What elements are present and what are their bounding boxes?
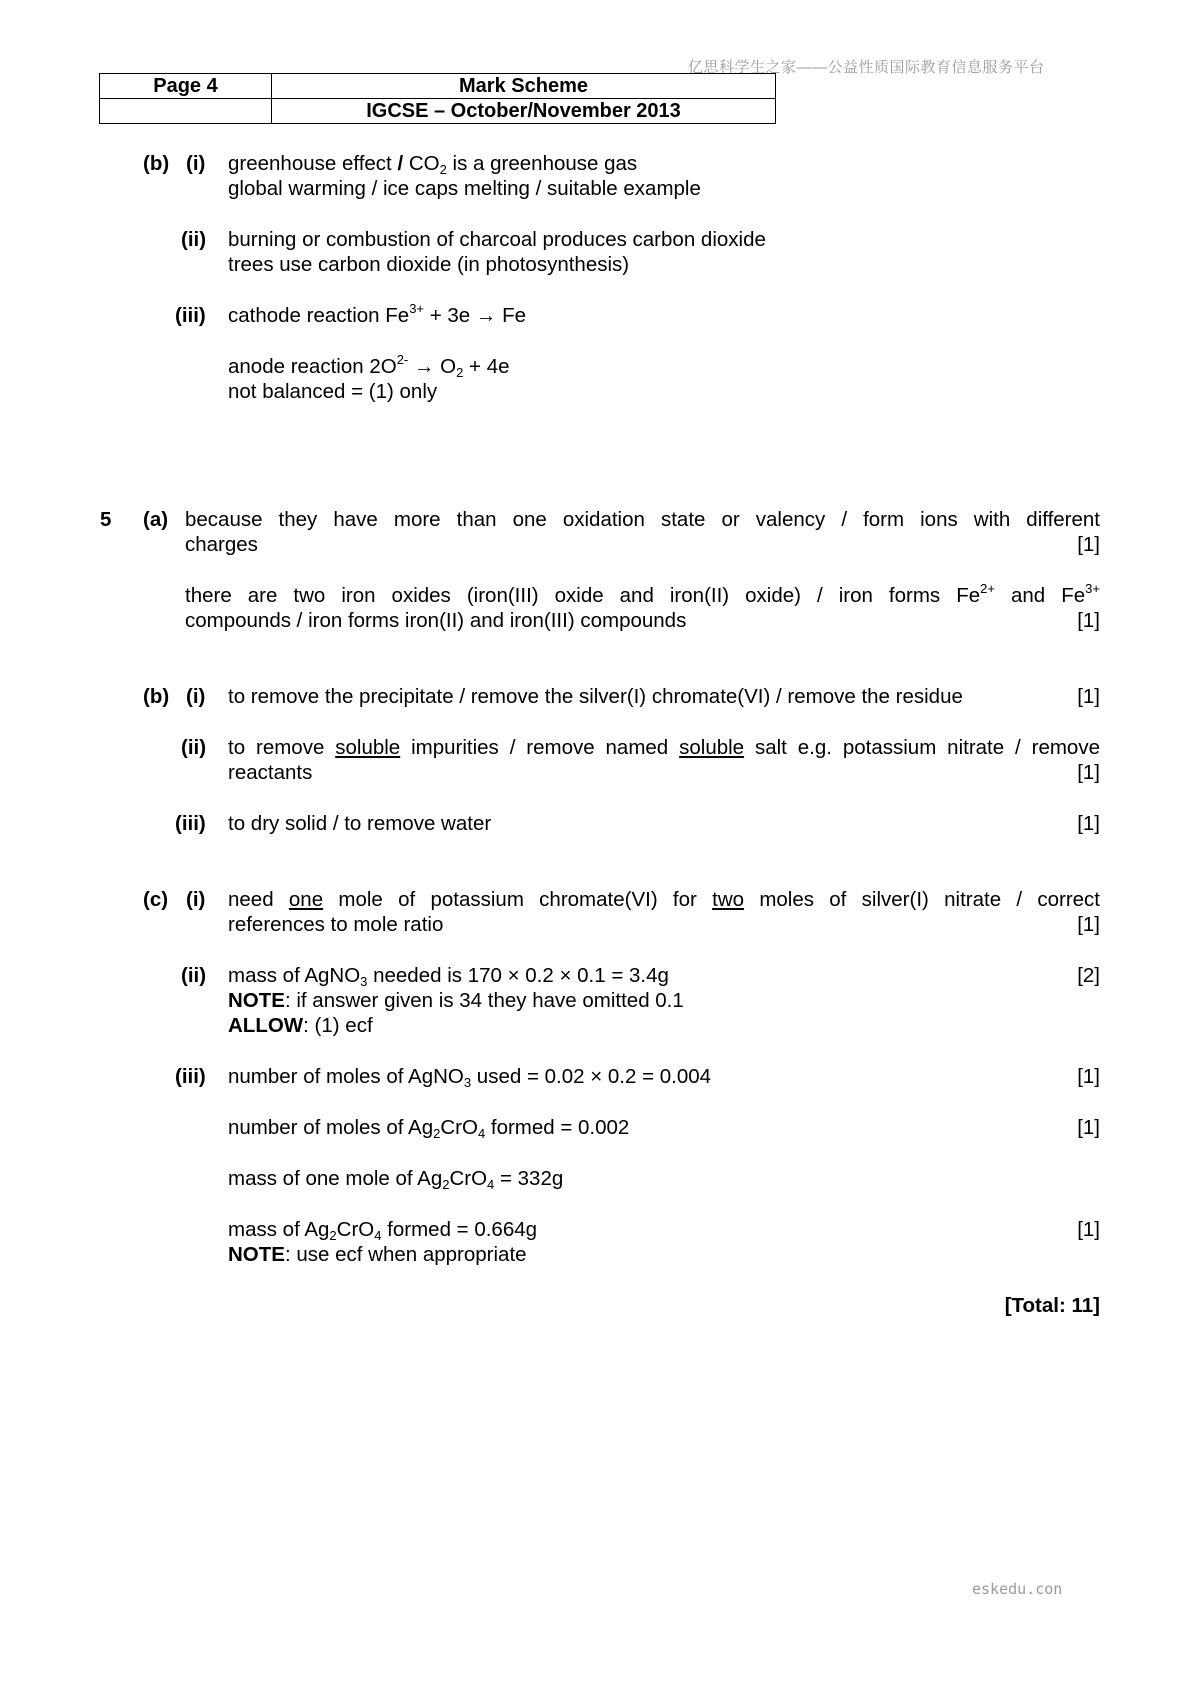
total-marks: [Total: 11] bbox=[1004, 1294, 1100, 1317]
q5b-ii-line2: reactants [1] bbox=[228, 761, 1100, 784]
q5c-i-line2: references to mole ratio [1] bbox=[228, 913, 1100, 936]
page-number: Page 4 bbox=[100, 74, 272, 99]
q5b-label: (b) bbox=[143, 685, 170, 708]
q5b-iii-line: to dry solid / to remove water [1] bbox=[228, 812, 1100, 835]
q5a-p2-mark: [1] bbox=[1077, 609, 1100, 632]
q5c-iii-line1: number of moles of AgNO$_3$ used = 0.02 × 0.2 = 0.004 [1] bbox=[228, 1065, 1100, 1090]
q5b-ii-line1: to remove soluble impurities / remove named soluble salt e.g. potassium nitrate / remove bbox=[228, 736, 1100, 759]
q5b-i-label: (i) bbox=[186, 685, 206, 708]
q4b-iii-note: not balanced = (1) only bbox=[228, 380, 438, 403]
q5c-iii-mark2: [1] bbox=[1077, 1116, 1100, 1139]
q5a-p1-mark: [1] bbox=[1077, 533, 1100, 556]
header-title: Mark Scheme bbox=[272, 74, 776, 99]
q4b-ii-label: (ii) bbox=[181, 228, 207, 251]
q4b-ii-line2: trees use carbon dioxide (in photosynthesis) bbox=[228, 253, 630, 276]
q5c-i-line1: need one mole of potassium chromate(VI) for two moles of silver(I) nitrate / correct bbox=[228, 888, 1100, 911]
q5c-ii-allow: ALLOW: (1) ecf bbox=[228, 1014, 373, 1037]
q5a-label: (a) bbox=[143, 508, 169, 531]
q5c-iii-mark4: [1] bbox=[1077, 1218, 1100, 1241]
q5b-i-mark: [1] bbox=[1077, 685, 1100, 708]
q5b-ii-label: (ii) bbox=[181, 736, 207, 759]
q5a-p2-line2: compounds / iron forms iron(II) and iron(III) compounds [1] bbox=[185, 609, 1100, 632]
header-syllabus: IGCSE – October/November 2013 bbox=[272, 99, 776, 124]
q5c-ii-line1: mass of AgNO$_3$ needed is 170 × 0.2 × 0.1 = 3.4g [2] bbox=[228, 964, 1100, 989]
q5c-iii-line2: number of moles of $Ag_2CrO_4$ formed = 0.002 [1] bbox=[228, 1116, 1100, 1141]
q4b-i-line2: global warming / ice caps melting / suitable example bbox=[228, 177, 701, 200]
q5c-ii-note: NOTE: if answer given is 34 they have omitted 0.1 bbox=[228, 989, 684, 1012]
q4b-i-label: (i) bbox=[186, 152, 206, 175]
q5c-iii-label: (iii) bbox=[175, 1065, 206, 1088]
watermark: 亿思科学生之家——公益性质国际教育信息服务平台 bbox=[688, 59, 1045, 76]
q4b-iii-anode: anode reaction $2O^{2-} \to O_2 + 4e$ bbox=[228, 352, 510, 380]
q5b-i-line: to remove the precipitate / remove the silver(I) chromate(VI) / remove the residue [1] bbox=[228, 685, 1100, 708]
q4b-ii-line1: burning or combustion of charcoal produces carbon dioxide bbox=[228, 228, 766, 251]
q5c-ii-label: (ii) bbox=[181, 964, 207, 987]
q5c-iii-mark1: [1] bbox=[1077, 1065, 1100, 1088]
q5b-ii-mark: [1] bbox=[1077, 761, 1100, 784]
q5b-iii-mark: [1] bbox=[1077, 812, 1100, 835]
q5a-p2-line1: there are two iron oxides (iron(III) oxide and iron(II) oxide) / iron forms $Fe^{2+}$ and $Fe^{3+}$ bbox=[185, 581, 1100, 607]
q5c-iii-note: NOTE: use ecf when appropriate bbox=[228, 1243, 527, 1266]
footer-site: eskedu.con bbox=[972, 1580, 1063, 1598]
q5c-i-label: (i) bbox=[186, 888, 206, 911]
q5-number: 5 bbox=[100, 508, 112, 531]
q5c-ii-mark: [2] bbox=[1077, 964, 1100, 987]
q5a-p1-line2: charges [1] bbox=[185, 533, 1100, 556]
q5c-i-mark: [1] bbox=[1077, 913, 1100, 936]
q4b-iii-label: (iii) bbox=[175, 304, 206, 327]
q5c-label: (c) bbox=[143, 888, 169, 911]
q4b-i-line1: greenhouse effect / $CO_2$ is a greenhouse gas bbox=[228, 152, 638, 177]
q5a-p1-line1: because they have more than one oxidation state or valency / form ions with different bbox=[185, 508, 1100, 531]
header-empty-cell bbox=[100, 99, 272, 124]
q4b-label: (b) bbox=[143, 152, 170, 175]
header-table bbox=[99, 73, 776, 124]
q4b-iii-cathode: cathode reaction $Fe^{3+} + 3e \to Fe$ bbox=[228, 301, 527, 327]
q5b-iii-label: (iii) bbox=[175, 812, 206, 835]
q5c-iii-line4: mass of $Ag_2CrO_4$ formed = 0.664g [1] bbox=[228, 1218, 1100, 1243]
q5c-iii-line3: mass of one mole of $Ag_2CrO_4 = 332g$ bbox=[228, 1167, 564, 1192]
